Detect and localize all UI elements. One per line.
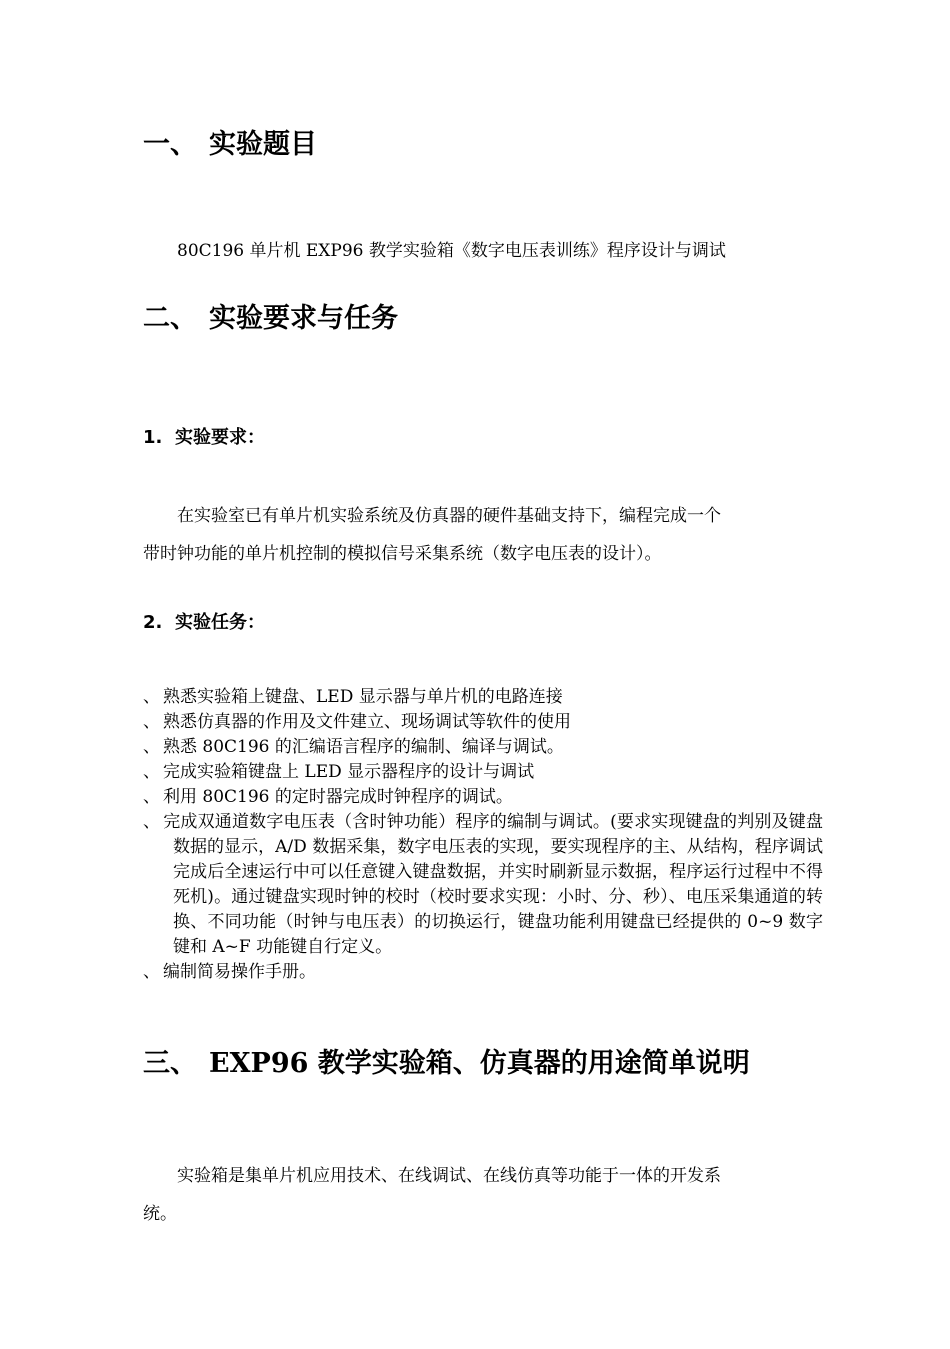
- section-heading-2: [143, 296, 398, 335]
- section-title: 实验要求与任务: [209, 303, 398, 334]
- section-number: 一、: [143, 129, 197, 160]
- section-heading-3: [143, 1041, 750, 1080]
- task-item: 、 熟悉实验箱上键盘、LED 显示器与单片机的电路连接: [143, 687, 563, 707]
- subheading-number: 1.: [143, 427, 163, 448]
- section-title: EXP96 教学实验箱、仿真器的用途简单说明: [209, 1048, 750, 1079]
- task-item: 、 利用 80C196 的定时器完成时钟程序的调试。: [143, 787, 513, 807]
- section-number: 二、: [143, 303, 197, 334]
- section-number: 三、: [143, 1048, 197, 1079]
- subheading-title: 实验要求：: [175, 427, 265, 448]
- description-line-1: 实验箱是集单片机应用技术、在线调试、在线仿真等功能于一体的开发系: [177, 1166, 721, 1186]
- requirements-line-2: 带时钟功能的单片机控制的模拟信号采集系统（数字电压表的设计）。: [143, 544, 662, 564]
- task-item: 、 编制简易操作手册。: [143, 962, 316, 982]
- section-heading-1: [143, 122, 317, 161]
- section-title: 实验题目: [209, 129, 317, 160]
- subheading-number: 2.: [143, 612, 163, 633]
- description-line-2: 统。: [143, 1204, 177, 1224]
- subheading-tasks: [143, 608, 265, 634]
- requirements-line-1: 在实验室已有单片机实验系统及仿真器的硬件基础支持下，编程完成一个: [177, 506, 721, 526]
- experiment-title-paragraph: 80C196 单片机 EXP96 教学实验箱《数字电压表训练》程序设计与调试: [177, 241, 726, 261]
- task-item: 、 完成双通道数字电压表（含时钟功能）程序的编制与调试。(要求实现键盘的判别及键盘数据的显示，A/D 数据采集，数字电压表的实现，要实现程序的主、从结构，程序调试完成后全速运行中可以任意键入键盘数据，并实时刷新显示数据，程序运行过程中不得死机)。通过键盘实现时钟的校时（校时要求实现：小时、分、秒）、电压采集通道的转换、不同功能（时钟与电压表）的切换运行，键盘功能利用键盘已经提供的 0~9 数字键和 A~F 功能键自行定义。: [143, 812, 823, 957]
- task-list: [143, 685, 823, 985]
- task-item: 、 完成实验箱键盘上 LED 显示器程序的设计与调试: [143, 762, 535, 782]
- task-item: 、 熟悉仿真器的作用及文件建立、现场调试等软件的使用: [143, 712, 571, 732]
- subheading-title: 实验任务：: [175, 612, 265, 633]
- task-item: 、 熟悉 80C196 的汇编语言程序的编制、编译与调试。: [143, 737, 564, 757]
- subheading-requirements: [143, 423, 265, 449]
